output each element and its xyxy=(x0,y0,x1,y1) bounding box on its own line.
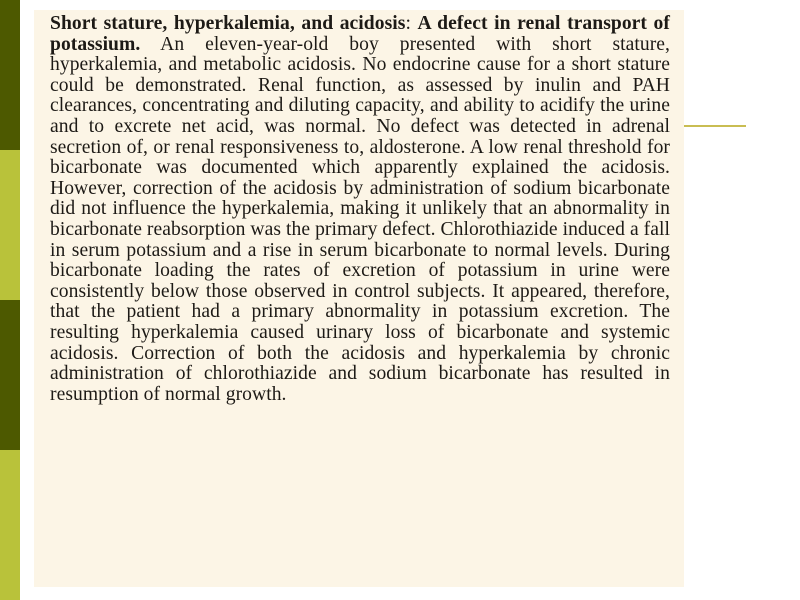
abstract-title: Short stature, hyperkalemia, and acidosis xyxy=(50,13,406,34)
strip-block-light xyxy=(0,450,20,600)
abstract-paragraph xyxy=(50,14,670,405)
abstract-subtitle: A defect in renal transport of potassium. xyxy=(50,13,670,55)
abstract-body: An eleven-year-old boy presented with short stature, hyperkalemia, and metabolic acidosis. No endocrine cause for a short stature could be demonstrated. Renal function, as assessed by inulin and PAH clearances, concentrating and diluting capacity, and ability to acidify the urine and to excrete net acid, was normal. No defect was detected in adrenal secretion of, or renal responsiveness to, aldosterone. A low renal threshold for bicarbonate was documented which apparently explained the acidosis. However, correction of the acidosis by administration of sodium bicarbonate did not influence the hyperkalemia, making it unlikely that an abnormality in bicarbonate reabsorption was the primary defect. Chlorothiazide induced a fall in serum potassium and a rise in serum bicarbonate to normal levels. During bicarbonate loading the rates of excretion of potassium in urine were consistently below those observed in control subjects. It appeared, therefore, that the patient had a primary abnormality in potassium excretion. The resulting hyperkalemia caused urinary loss of bicarbonate and systemic acidosis. Correction of both the acidosis and hyperkalemia by chronic administration of chlorothiazide and sodium bicarbonate has resulted in resumption of normal growth. xyxy=(50,33,670,405)
strip-block-dark xyxy=(0,0,20,150)
decorative-accent-line xyxy=(680,125,746,127)
strip-block-dark xyxy=(0,300,20,450)
scanned-abstract-image xyxy=(34,10,684,587)
strip-block-light xyxy=(0,150,20,300)
title-separator: : xyxy=(405,13,418,34)
side-color-strip xyxy=(0,0,20,600)
